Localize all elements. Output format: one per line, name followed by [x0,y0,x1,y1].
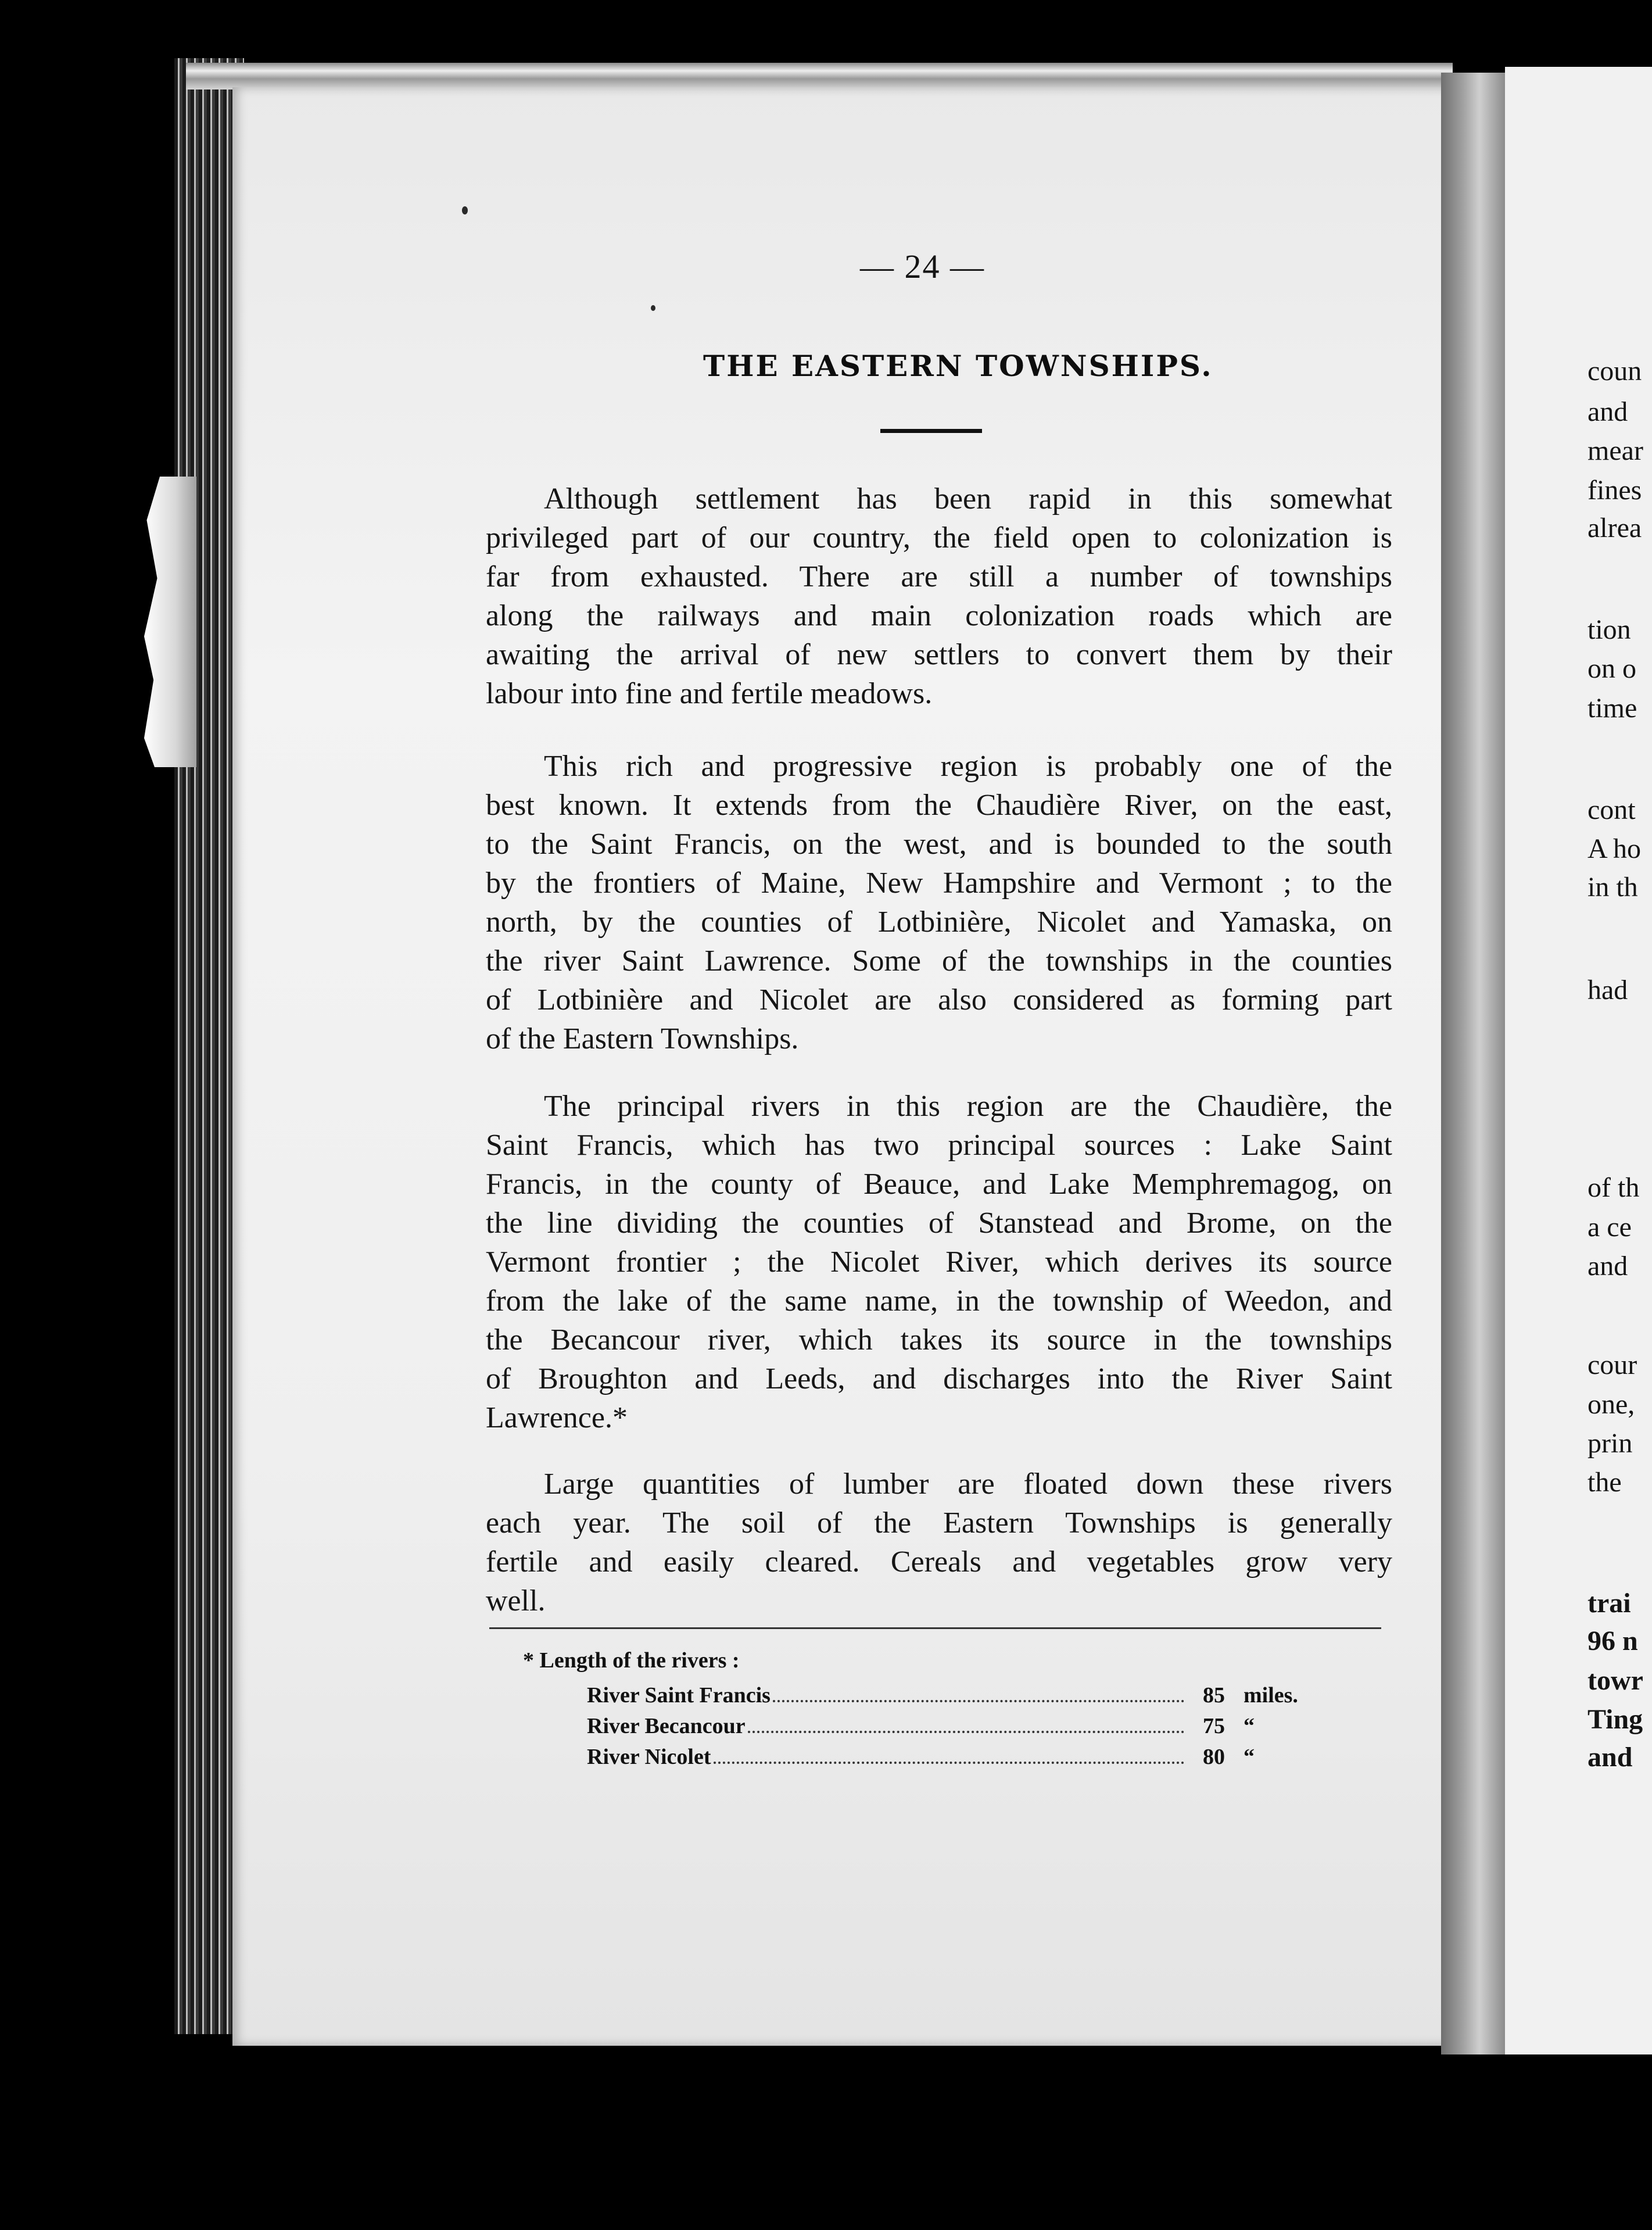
print-speck [651,305,655,311]
facing-page-text: and [1588,1251,1628,1282]
facing-page-text: Ting [1588,1704,1643,1735]
paragraph-line: along the railways and main colonization roads which are [486,599,1392,632]
footnote-rule [489,1627,1381,1629]
facing-page-text: had [1588,975,1628,1005]
facing-page-text: A ho [1588,833,1642,864]
paragraph-4 [486,1465,1392,1620]
river-name: River Becancour [587,1714,746,1738]
paragraph-line: from the lake of the same name, in the township of Weedon, and [486,1284,1392,1318]
paragraph-1 [486,479,1392,713]
facing-page-text: in th [1588,872,1638,903]
paragraph-line: by the frontiers of Maine, New Hampshire and Vermont ; to the [486,867,1392,900]
facing-page-text: the [1588,1467,1622,1498]
footnote-row [587,1713,1313,1739]
leader-dots [714,1762,1185,1764]
length-unit: “ [1244,1714,1255,1738]
paragraph-line: This rich and progressive region is probably one of the [544,750,1392,783]
facing-page-text: coun [1588,356,1642,386]
facing-page-text: mear [1588,435,1643,466]
paragraph-line: well. [486,1584,546,1617]
paragraph-3 [486,1087,1392,1437]
page-top-edge [186,63,1453,90]
paragraph-line: awaiting the arrival of new settlers to convert them by their [486,638,1392,671]
facing-page-text: 96 n [1588,1626,1638,1656]
paragraph-line: of the Eastern Townships. [486,1022,799,1055]
paragraph-line: of Broughton and Leeds, and discharges into the River Saint [486,1362,1392,1395]
facing-page-text: and [1588,396,1628,427]
paragraph-line: Saint Francis, which has two principal sources : Lake Saint [486,1129,1392,1162]
leader-dots [773,1700,1184,1702]
paragraph-2 [486,747,1392,1058]
footnote-heading: * Length of the rivers : [523,1648,740,1673]
page-title: THE EASTERN TOWNSHIPS. [703,349,1213,383]
river-name: River Nicolet [587,1745,711,1769]
paragraph-line: the Becancour river, which takes its source in the townships [486,1323,1392,1356]
paragraph-line: fertile and easily cleared. Cereals and vegetables grow very [486,1545,1392,1578]
paragraph-line: to the Saint Francis, on the west, and is bounded to the south [486,828,1392,861]
paragraph-line: The principal rivers in this region are the Chaudière, the [544,1090,1392,1123]
leader-dots [748,1731,1184,1733]
facing-page-text: and [1588,1742,1633,1773]
paragraph-line: each year. The soil of the Eastern Townships is generally [486,1506,1392,1540]
page-number: — 24 — [860,248,985,285]
facing-page-text: a ce [1588,1212,1632,1243]
book-gutter [1441,73,1505,2054]
facing-page-text: tion [1588,614,1631,645]
title-rule [880,429,982,433]
paragraph-line: north, by the counties of Lotbinière, Nicolet and Yamaska, on [486,905,1392,939]
paragraph-line: of Lotbinière and Nicolet are also considered as forming part [486,983,1392,1016]
paragraph-line: Francis, in the county of Beauce, and Lake Memphremagog, on [486,1168,1392,1201]
facing-page-text: prin [1588,1428,1633,1459]
paragraph-line: best known. It extends from the Chaudière River, on the east, [486,789,1392,822]
paragraph-line: Although settlement has been rapid in this somewhat [544,482,1392,516]
facing-page-text: one, [1588,1389,1635,1420]
footnote-row [587,1683,1313,1708]
facing-page-text: trai [1588,1588,1631,1619]
facing-page-text: alrea [1588,513,1642,543]
facing-page-text: cour [1588,1350,1637,1380]
print-speck [462,206,468,214]
paragraph-line: Lawrence.* [486,1401,628,1434]
length-unit: “ [1244,1745,1255,1769]
facing-page-text: time [1588,693,1637,724]
river-length: 80 [1203,1745,1225,1769]
facing-page-text: fines [1588,475,1642,506]
paragraph-line: the river Saint Lawrence. Some of the townships in the counties [486,944,1392,978]
facing-page-text: towr [1588,1665,1643,1696]
footnote-row [587,1744,1313,1770]
paragraph-line: privileged part of our country, the field open to colonization is [486,521,1392,554]
paragraph-line: labour into fine and fertile meadows. [486,677,933,710]
paragraph-line: far from exhausted. There are still a number of townships [486,560,1392,593]
torn-page-edge [144,477,196,767]
paragraph-line: Large quantities of lumber are floated down these rivers [544,1467,1392,1501]
facing-page-text: on o [1588,653,1636,684]
length-unit: miles. [1244,1683,1298,1708]
river-name: River Saint Francis [587,1683,771,1708]
facing-page-text: cont [1588,794,1636,825]
river-length: 75 [1203,1714,1225,1738]
facing-page [1505,67,1652,2054]
facing-page-text: of th [1588,1172,1640,1203]
river-length: 85 [1203,1683,1225,1708]
paragraph-line: Vermont frontier ; the Nicolet River, which derives its source [486,1245,1392,1279]
paragraph-line: the line dividing the counties of Stanstead and Brome, on the [486,1207,1392,1240]
